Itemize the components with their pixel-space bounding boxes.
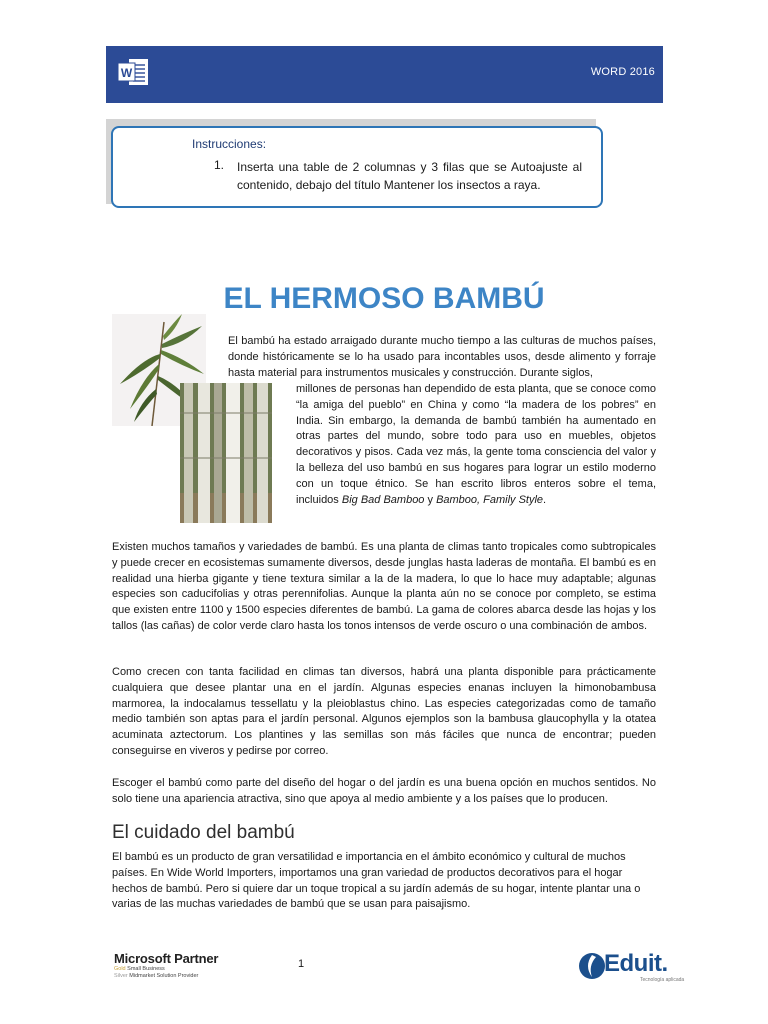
- instructions-box: [111, 126, 603, 208]
- microsoft-partner-logo: [114, 951, 218, 980]
- silver-label: Silver: [114, 973, 128, 979]
- paragraph-varieties: Existen muchos tamaños y variedades de bambú. Es una planta de climas tanto tropicales como subtropicales y puede crecer en ecosistemas sumamente diversos, desde junglas hasta laderas de montaña. El bambú es en realidad una hierba gigante y tiene textura similar a la de la madera, lo que lo hace muy adaptable; algunas especies son caducifolias y otras perennifolias. Aunque la planta aún no se conoce por completo, se estima que existen entre 1100 y 1500 especies diferentes de bambú. La gama de colores abarca desde las hojas y los tallos (las cañas) de color verde claro hasta los tonos intensos de verde oscuro o una combinación de ambos.: [112, 541, 656, 632]
- instruction-text: Inserta una table de 2 columnas y 3 filas que se Autoajuste al contenido, debajo del título Mantener los insectos a raya.: [237, 160, 582, 192]
- sentence-end: .: [543, 493, 547, 506]
- gold-text: Small Business: [127, 966, 165, 972]
- paragraph-intro-wrap: [296, 382, 656, 508]
- section-heading: El cuidado del bambú: [112, 822, 295, 843]
- book-title-1: Big Bad Bamboo: [341, 493, 425, 506]
- svg-text:W: W: [120, 66, 133, 80]
- paragraph-species: Como crecen con tanta facilidad en climas tan diversos, habrá una planta disponible para prácticamente cualquiera que desee plantar una en el jardín. Algunas especies enanas incluyen la himonobambusa marmorea, la indocalamus tessellatu y la pleioblastus chino. Las especies categorizadas como de tamaño medio también son aptas para el jardín personal. Algunos ejemplos son la bambusa glaucophylla y la otatea acuminata aztectorum. Los plantines y las semillas son más fáciles que nunca de encontrar; pueden conseguirse en viveros y pedirse por correo.: [112, 666, 656, 757]
- book-title-2: Bamboo, Family Style: [436, 493, 544, 506]
- eduit-brand: Eduit.: [604, 950, 668, 977]
- paragraph-care: El bambú es un producto de gran versatilidad e importancia en el ámbito económico y cultural de muchos países. En Wide World Importers, importamos una gran variedad de productos decorativos para el hogar hechos de bambú. Pero si quiere dar un toque tropical a su jardín además de su hogar, intente plantar una o varias de las muchas variedades de bambú que se usan para paisajismo.: [112, 851, 641, 911]
- instructions-title: Instrucciones:: [192, 137, 267, 151]
- document-title: EL HERMOSO BAMBÚ: [223, 282, 545, 315]
- partner-title: Microsoft Partner: [114, 951, 219, 966]
- document-header-bar: [106, 46, 663, 103]
- paragraph-intro-top: El bambú ha estado arraigado durante mucho tiempo a las culturas de muchos países, donde históricamente se lo ha usado para incontables usos, desde alimento y forraje hasta material para instrumentos musicales y construcción. Durante siglos,: [228, 335, 656, 379]
- eduit-tagline: Tecnología aplicada: [640, 977, 685, 983]
- paragraph-design: Escoger el bambú como parte del diseño del hogar o del jardín es una buena opción en muchos sentidos. No solo tiene una apariencia atractiva, sino que apoya al medio ambiente y a los países que lo producen.: [112, 777, 656, 805]
- header-label: WORD 2016: [590, 66, 655, 78]
- word-logo-icon: [117, 57, 149, 87]
- bamboo-forest-image: [180, 383, 272, 523]
- conjunction: y: [427, 493, 433, 506]
- gold-label: Gold: [114, 966, 126, 972]
- instruction-number: 1.: [214, 158, 225, 172]
- paragraph-intro-text: millones de personas han dependido de esta planta, que se conoce como “la amiga del pueblo” en China y como “la madera de los pobres” en India. Sin embargo, la demanda de bambú también ha aumentado en otras partes del mundo, sobre todo para uso en muebles, objetos decorativos y pisos. Cada vez más, la gente toma consciencia del valor y la belleza del uso bambú en sus hogares para lograr un estilo moderno con un toque étnico. Se han escrito libros enteros sobre el tema, incluidos: [296, 383, 656, 506]
- silver-text: Midmarket Solution Provider: [129, 973, 199, 979]
- page-number: 1: [298, 958, 305, 970]
